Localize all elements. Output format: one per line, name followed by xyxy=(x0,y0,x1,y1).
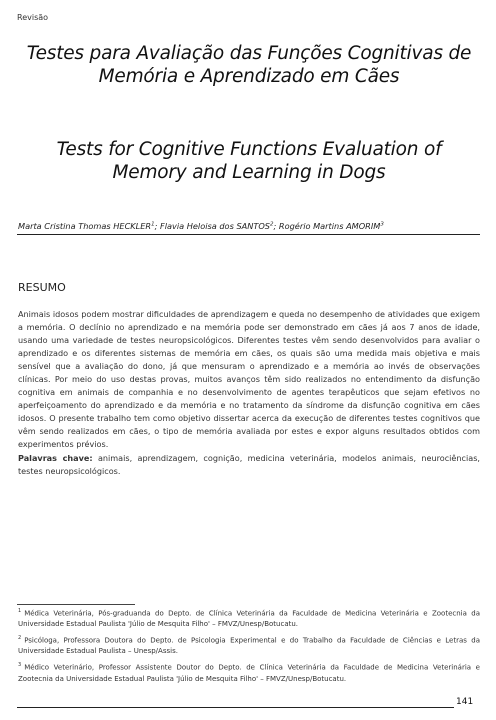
footnote-text: Psicóloga, Professora Doutora do Depto. de Psicologia Experimental e do Trabalho da Faculdade de Ciências e Letras da Universidade Estadual Paulista – Unesp/Assis. xyxy=(18,636,480,656)
footnote-ref: 2 xyxy=(18,635,22,642)
footnotes xyxy=(18,606,480,687)
author-divider xyxy=(17,234,480,235)
footnote xyxy=(18,660,480,684)
page-bottom-rule xyxy=(17,707,454,708)
footnote-text: Médico Veterinário, Professor Assistente Doutor do Depto. de Clínica Veterinária da Faculdade de Medicina Veterinária e Zootecnia da Universidade Estadual Paulista 'Júlio de Mesquita Filho' – FMVZ/Unesp/Botucatu. xyxy=(18,663,480,683)
section-label: Revisão xyxy=(17,13,49,22)
footnote xyxy=(18,606,480,630)
author-affiliation-ref: 1 xyxy=(151,221,155,228)
title-portuguese: Testes para Avaliação das Funções Cognitivas de Memória e Aprendizado em Cães xyxy=(26,43,472,87)
abstract-text: Animais idosos podem mostrar dificuldades de aprendizagem e queda no desempenho de atividades que exigem a memória. O declínio no aprendizado e na memória pode ser demonstrado em cães já aos 7 anos de idade, usando uma variedade de testes neuropsicológicos. Diferentes testes vêm sendo desenvolvidos para avaliar o aprendizado e os diferentes sistemas de memória em cães, os quais são uma medida mais objetiva e mais sensível que a avaliação do dono, já que mensuram o aprendizado e a memória ao invés de observações clínicas. Por meio do uso destas provas, muitos avanços têm sido realizados no entendimento da disfunção cognitiva em animais de companhia e no desenvolvimento de agentes terapêuticos que sejam efetivos no aperfeiçoamento do aprendizado e da memória e no tratamento da síndrome da disfunção cognitiva em cães idosos. O presente trabalho tem como objetivo dissertar acerca da execução de diferentes testes cognitivos que vêm sendo realizados em cães, o tipo de memória avaliada por estes e expor alguns resultados obtidos com experimentos prévios. xyxy=(18,309,480,450)
author-separator: ; xyxy=(273,221,279,231)
abstract-heading: RESUMO xyxy=(18,281,66,294)
author-name: Flavia Heloisa dos SANTOS xyxy=(159,221,271,231)
author-affiliation-ref: 3 xyxy=(380,221,384,228)
keywords-list: animais, aprendizagem, cognição, medicina veterinária, modelos animais, neurociências, testes neuropsicológicos. xyxy=(18,452,480,476)
keywords-label: Palavras chave: xyxy=(18,452,93,463)
abstract xyxy=(18,308,480,478)
page-number: 141 xyxy=(456,697,474,707)
footnote xyxy=(18,633,480,657)
author-name: Marta Cristina Thomas HECKLER xyxy=(18,221,152,231)
footnote-divider xyxy=(17,604,135,605)
title-english: Tests for Cognitive Functions Evaluation of Memory and Learning in Dogs xyxy=(56,139,442,183)
author-line xyxy=(18,221,384,231)
author-affiliation-ref: 2 xyxy=(270,221,274,228)
author-name: Rogério Martins AMORIM xyxy=(278,221,381,231)
footnote-text: Médica Veterinária, Pós-graduanda do Depto. de Clínica Veterinária da Faculdade de Medicina Veterinária e Zootecnia da Universidade Estadual Paulista 'Júlio de Mesquita Filho' – FMVZ/Unesp/Botucatu. xyxy=(18,609,480,629)
author-separator: ; xyxy=(154,221,160,231)
keywords xyxy=(18,452,480,478)
footnote-ref: 3 xyxy=(18,662,22,669)
footnote-ref: 1 xyxy=(18,608,22,614)
